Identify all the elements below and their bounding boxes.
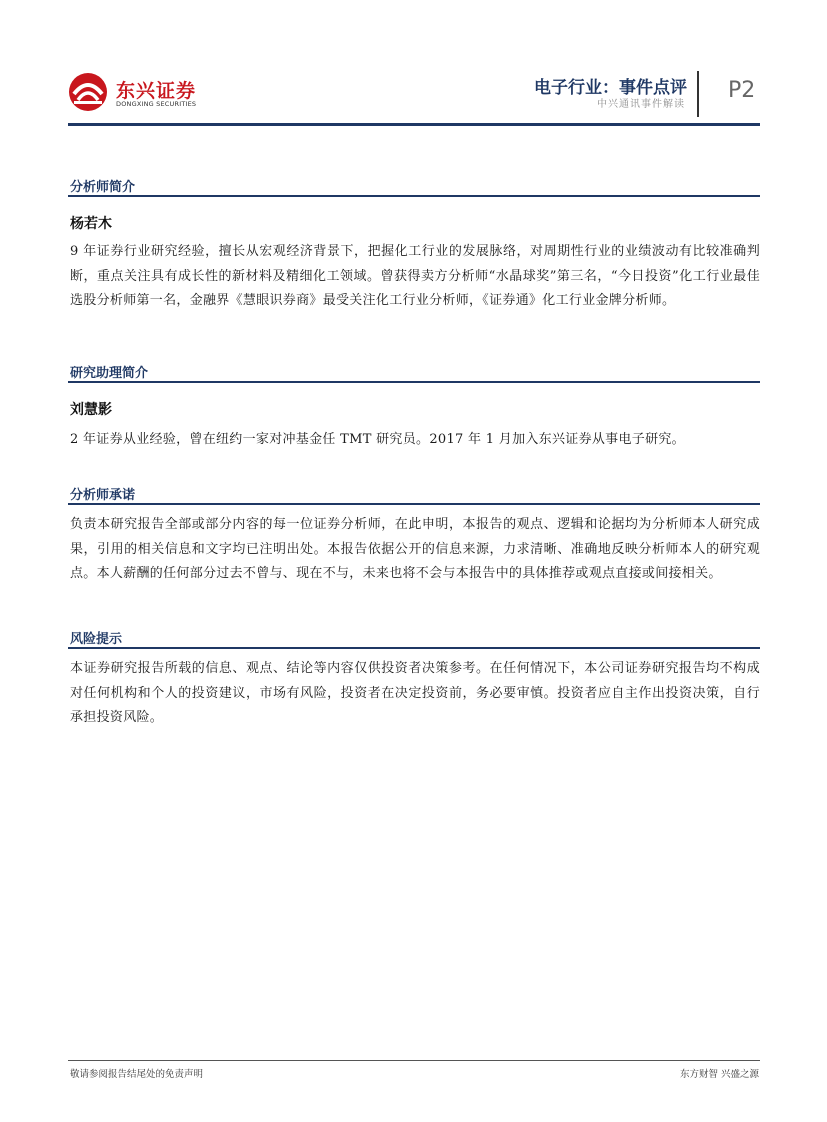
company-logo (68, 72, 218, 112)
section-title-assistant: 研究助理简介 (70, 366, 149, 381)
page-number: P2 (728, 78, 756, 103)
header-rule (68, 123, 760, 126)
section-rule-analyst (68, 195, 760, 197)
logo-subtitle: DONGXING SECURITIES (116, 100, 197, 108)
section-title-analyst: 分析师简介 (70, 180, 136, 195)
section-title-commitment: 分析师承诺 (70, 488, 136, 503)
analyst-bio: 9 年证券行业研究经验，擅长从宏观经济背景下，把握化工行业的发展脉络，对周期性行业的业绩波动有比较准确判断，重点关注具有成长性的新材料及精细化工领域。曾获得卖方分析师“水晶球奖”第三名，“今日投资”化工行业最佳选股分析师第一名，金融界《慧眼识券商》最受关注化工行业分析师，《证券通》化工行业金牌分析师。 (70, 244, 760, 308)
header-divider (697, 71, 699, 117)
logo-name: 东兴证券 (116, 80, 197, 102)
footer-disclaimer-note: 敬请参阅报告结尾处的免责声明 (70, 1069, 204, 1080)
analyst-name: 杨若木 (70, 216, 112, 232)
assistant-name: 刘慧影 (70, 402, 112, 418)
assistant-bio: 2 年证券从业经验，曾在纽约一家对冲基金任 TMT 研究员。2017 年 1 月加入东兴证券从事电子研究。 (70, 432, 685, 447)
section-rule-risk (68, 647, 760, 649)
page-header (0, 0, 827, 128)
section-rule-assistant (68, 381, 760, 383)
logo-emblem-icon (68, 72, 112, 112)
report-type-title: 电子行业：事件点评 (534, 78, 687, 98)
commitment-text: 负责本研究报告全部或部分内容的每一位证券分析师，在此申明，本报告的观点、逻辑和论据均为分析师本人研究成果，引用的相关信息和文字均已注明出处。本报告依据公开的信息来源，力求清晰、准确地反映分析师本人的研究观点。本人薪酬的任何部分过去不曾与、现在不与，未来也将不会与本报告中的具体推荐或观点直接或间接相关。 (70, 517, 760, 581)
footer-slogan: 东方财智 兴盛之源 (679, 1069, 759, 1080)
risk-text: 本证券研究报告所载的信息、观点、结论等内容仅供投资者决策参考。在任何情况下，本公司证券研究报告均不构成对任何机构和个人的投资建议，市场有风险，投资者在决定投资前，务必要审慎。投资者应自主作出投资决策，自行承担投资风险。 (70, 661, 760, 725)
section-title-risk: 风险提示 (70, 632, 123, 647)
footer-rule (68, 1060, 760, 1061)
report-subtitle: 中兴通讯事件解读 (597, 99, 685, 110)
section-rule-commitment (68, 503, 760, 505)
